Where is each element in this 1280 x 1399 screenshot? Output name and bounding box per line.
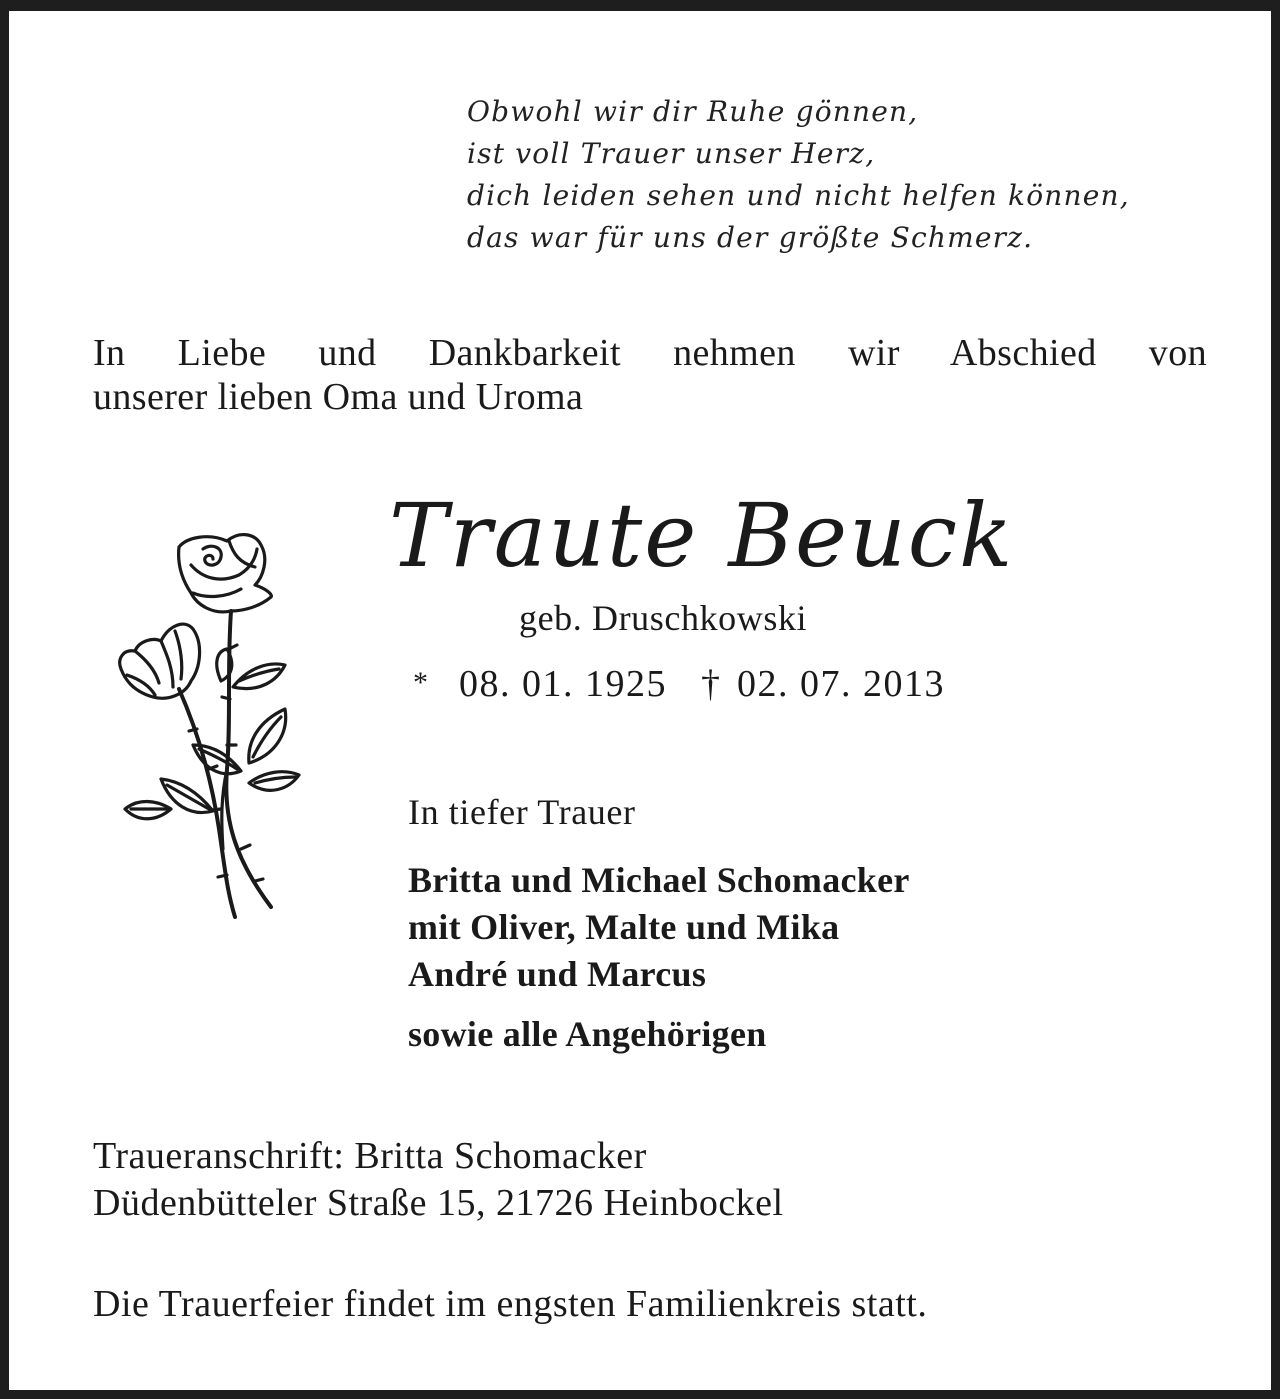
family-line: Britta und Michael Schomacker — [408, 860, 910, 900]
deceased-name: Traute Beuck — [389, 484, 1015, 587]
birth-date: 08. 01. 1925 — [459, 663, 667, 705]
relatives-line: sowie alle Angehörigen — [408, 1014, 767, 1054]
mourning-heading: In tiefer Trauer — [408, 792, 636, 832]
rose-icon — [109, 519, 309, 929]
memorial-poem — [467, 91, 1130, 259]
farewell-intro — [93, 331, 1207, 419]
ceremony-note: Die Trauerfeier findet im engsten Familienkreis statt. — [93, 1283, 928, 1325]
family-line: André und Marcus — [408, 954, 707, 994]
life-dates — [413, 659, 945, 708]
address-line-2: Düdenbütteler Straße 15, 21726 Heinbockel — [93, 1182, 784, 1224]
birth-name: geb. Druschkowski — [519, 598, 808, 638]
mourning-address — [93, 1133, 784, 1227]
death-cross-icon: † — [701, 663, 722, 705]
poem-line: dich leiden sehen und nicht helfen können, — [467, 179, 1130, 212]
intro-line-1: In Liebe und Dankbarkeit nehmen wir Abschied von — [93, 332, 1207, 374]
poem-line: Obwohl wir dir Ruhe gönnen, — [467, 95, 919, 128]
family-names — [408, 857, 910, 998]
poem-line: das war für uns der größte Schmerz. — [467, 221, 1034, 254]
intro-line-2: unserer lieben Oma und Uroma — [93, 376, 584, 418]
family-line: mit Oliver, Malte und Mika — [408, 907, 840, 947]
address-line-1: Traueranschrift: Britta Schomacker — [93, 1135, 647, 1177]
poem-line: ist voll Trauer unser Herz, — [467, 137, 876, 170]
death-date: 02. 07. 2013 — [737, 663, 945, 705]
birth-star-icon: * — [413, 666, 430, 699]
